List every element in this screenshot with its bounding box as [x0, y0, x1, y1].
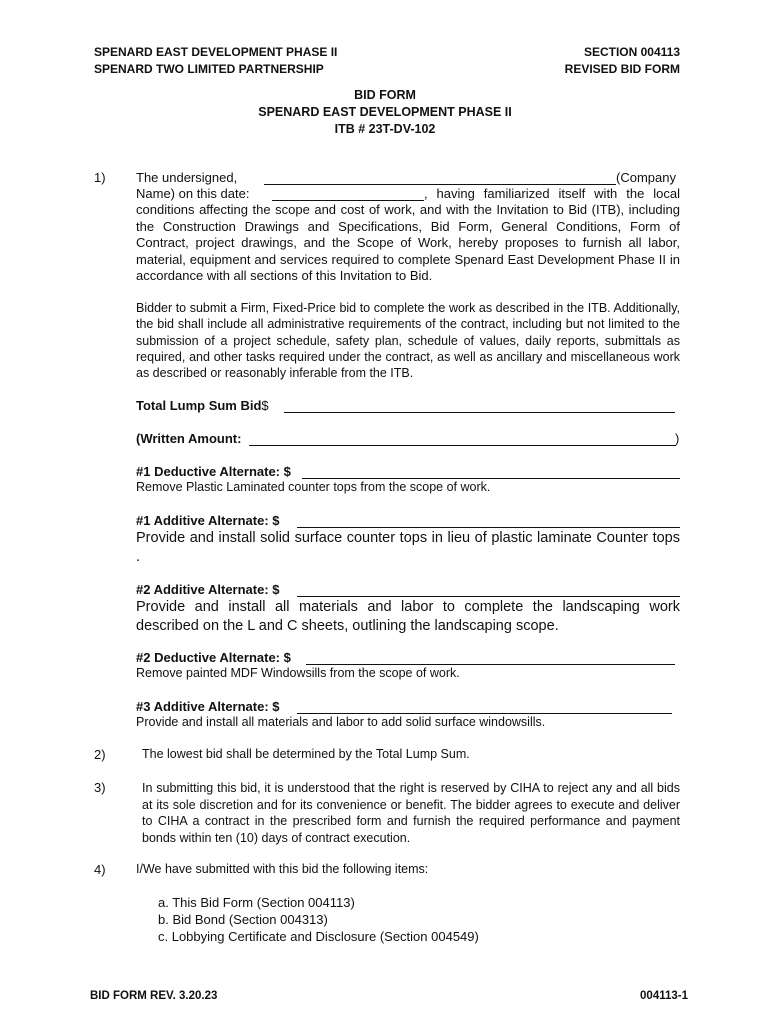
footer-page-number: 004113-1 — [640, 990, 688, 1002]
written-amount-label: (Written Amount: — [136, 431, 242, 446]
list-item: a. This Bid Form (Section 004113) — [158, 895, 355, 910]
item1-scope-paragraph: Bidder to submit a Firm, Fixed-Price bid to complete the work as described in the ITB. Additionally, the bid shall include all administrative requirements of the contract, including but not limited to the submission of a project schedule, safety plan, schedule of values, daily reports, submittals as required, and other tasks required under the contract, as well as ancillary and miscellaneous work as described or reasonably inferable from the ITB. — [136, 301, 680, 381]
company-name-line[interactable] — [264, 184, 616, 185]
additive-1-line[interactable] — [297, 527, 680, 528]
header-section-number: SECTION 004113 — [583, 45, 680, 59]
item2-text: The lowest bid shall be determined by the Total Lump Sum. — [142, 747, 470, 761]
date-line[interactable] — [272, 200, 424, 201]
deductive-2-desc: Remove painted MDF Windowsills from the scope of work. — [136, 666, 460, 680]
lump-sum-label: Total Lump Sum Bid$ — [136, 398, 269, 413]
item-number: 1) — [94, 170, 106, 185]
list-item: b. Bid Bond (Section 004313) — [158, 912, 328, 927]
item-number: 2) — [94, 747, 106, 762]
doc-title: BID FORM — [354, 88, 416, 102]
additive-3-desc: Provide and install all materials and labor to add solid surface windowsills. — [136, 715, 546, 729]
item-number: 3) — [94, 780, 106, 795]
item3-text: In submitting this bid, it is understood that the right is reserved by CIHA to reject any and all bids at its sole discretion and for its convenience or benefit. The bidder agrees to execute and deliver to CIHA a contract in the prescribed form and furnish the required performance and payment bonds within ten (10) days of contract execution. — [142, 781, 680, 845]
footer-revision: BID FORM REV. 3.20.23 — [90, 990, 218, 1002]
familiarized-text: , having familiarized itself with the local — [424, 186, 680, 201]
lump-sum-line[interactable] — [284, 412, 675, 413]
header-section-title: REVISED BID FORM — [564, 62, 680, 76]
list-item: c. Lobbying Certificate and Disclosure (Section 004549) — [158, 929, 479, 944]
doc-subtitle: SPENARD EAST DEVELOPMENT PHASE II — [258, 105, 512, 119]
deductive-2-label: #2 Deductive Alternate: $ — [136, 650, 291, 665]
additive-2-line[interactable] — [297, 596, 680, 597]
additive-1-label: #1 Additive Alternate: $ — [136, 513, 280, 528]
additive-1-desc: Provide and install solid surface counter tops in lieu of plastic laminate Counter tops . — [136, 530, 680, 565]
additive-3-label: #3 Additive Alternate: $ — [136, 699, 280, 714]
header-project-name: SPENARD EAST DEVELOPMENT PHASE II — [94, 45, 338, 59]
additive-3-line[interactable] — [297, 713, 672, 714]
header-owner-name: SPENARD TWO LIMITED PARTNERSHIP — [94, 62, 324, 76]
item1-body: conditions affecting the scope and cost of work, and with the Invitation to Bid (ITB), including the Construction Drawings and Specifications, Bid Form, General Conditions, Form of Contract, project drawings, and the Scope of Work, hereby proposes to furnish all labor, material, equipment and services required to complete Spenard East Development Phase II in accordance with all sections of this Invitation to Bid. — [136, 202, 680, 283]
written-amount-close: ) — [675, 431, 680, 446]
deductive-1-desc: Remove Plastic Laminated counter tops from the scope of work. — [136, 480, 491, 494]
written-amount-line[interactable] — [249, 445, 676, 446]
item4-text: I/We have submitted with this bid the following items: — [136, 862, 429, 876]
deductive-2-line[interactable] — [306, 664, 675, 665]
deductive-1-line[interactable] — [302, 478, 680, 479]
undersigned-label: The undersigned, — [136, 170, 238, 185]
company-label: (Company — [616, 170, 676, 185]
deductive-1-label: #1 Deductive Alternate: $ — [136, 464, 291, 479]
item-number: 4) — [94, 862, 106, 877]
doc-itb-number: ITB # 23T-DV-102 — [334, 122, 436, 136]
additive-2-label: #2 Additive Alternate: $ — [136, 582, 280, 597]
additive-2-desc: Provide and install all materials and labor to complete the landscaping work described on the L and C sheets, outlining the landscaping scope. — [136, 599, 680, 634]
date-label: Name) on this date: — [136, 186, 250, 201]
